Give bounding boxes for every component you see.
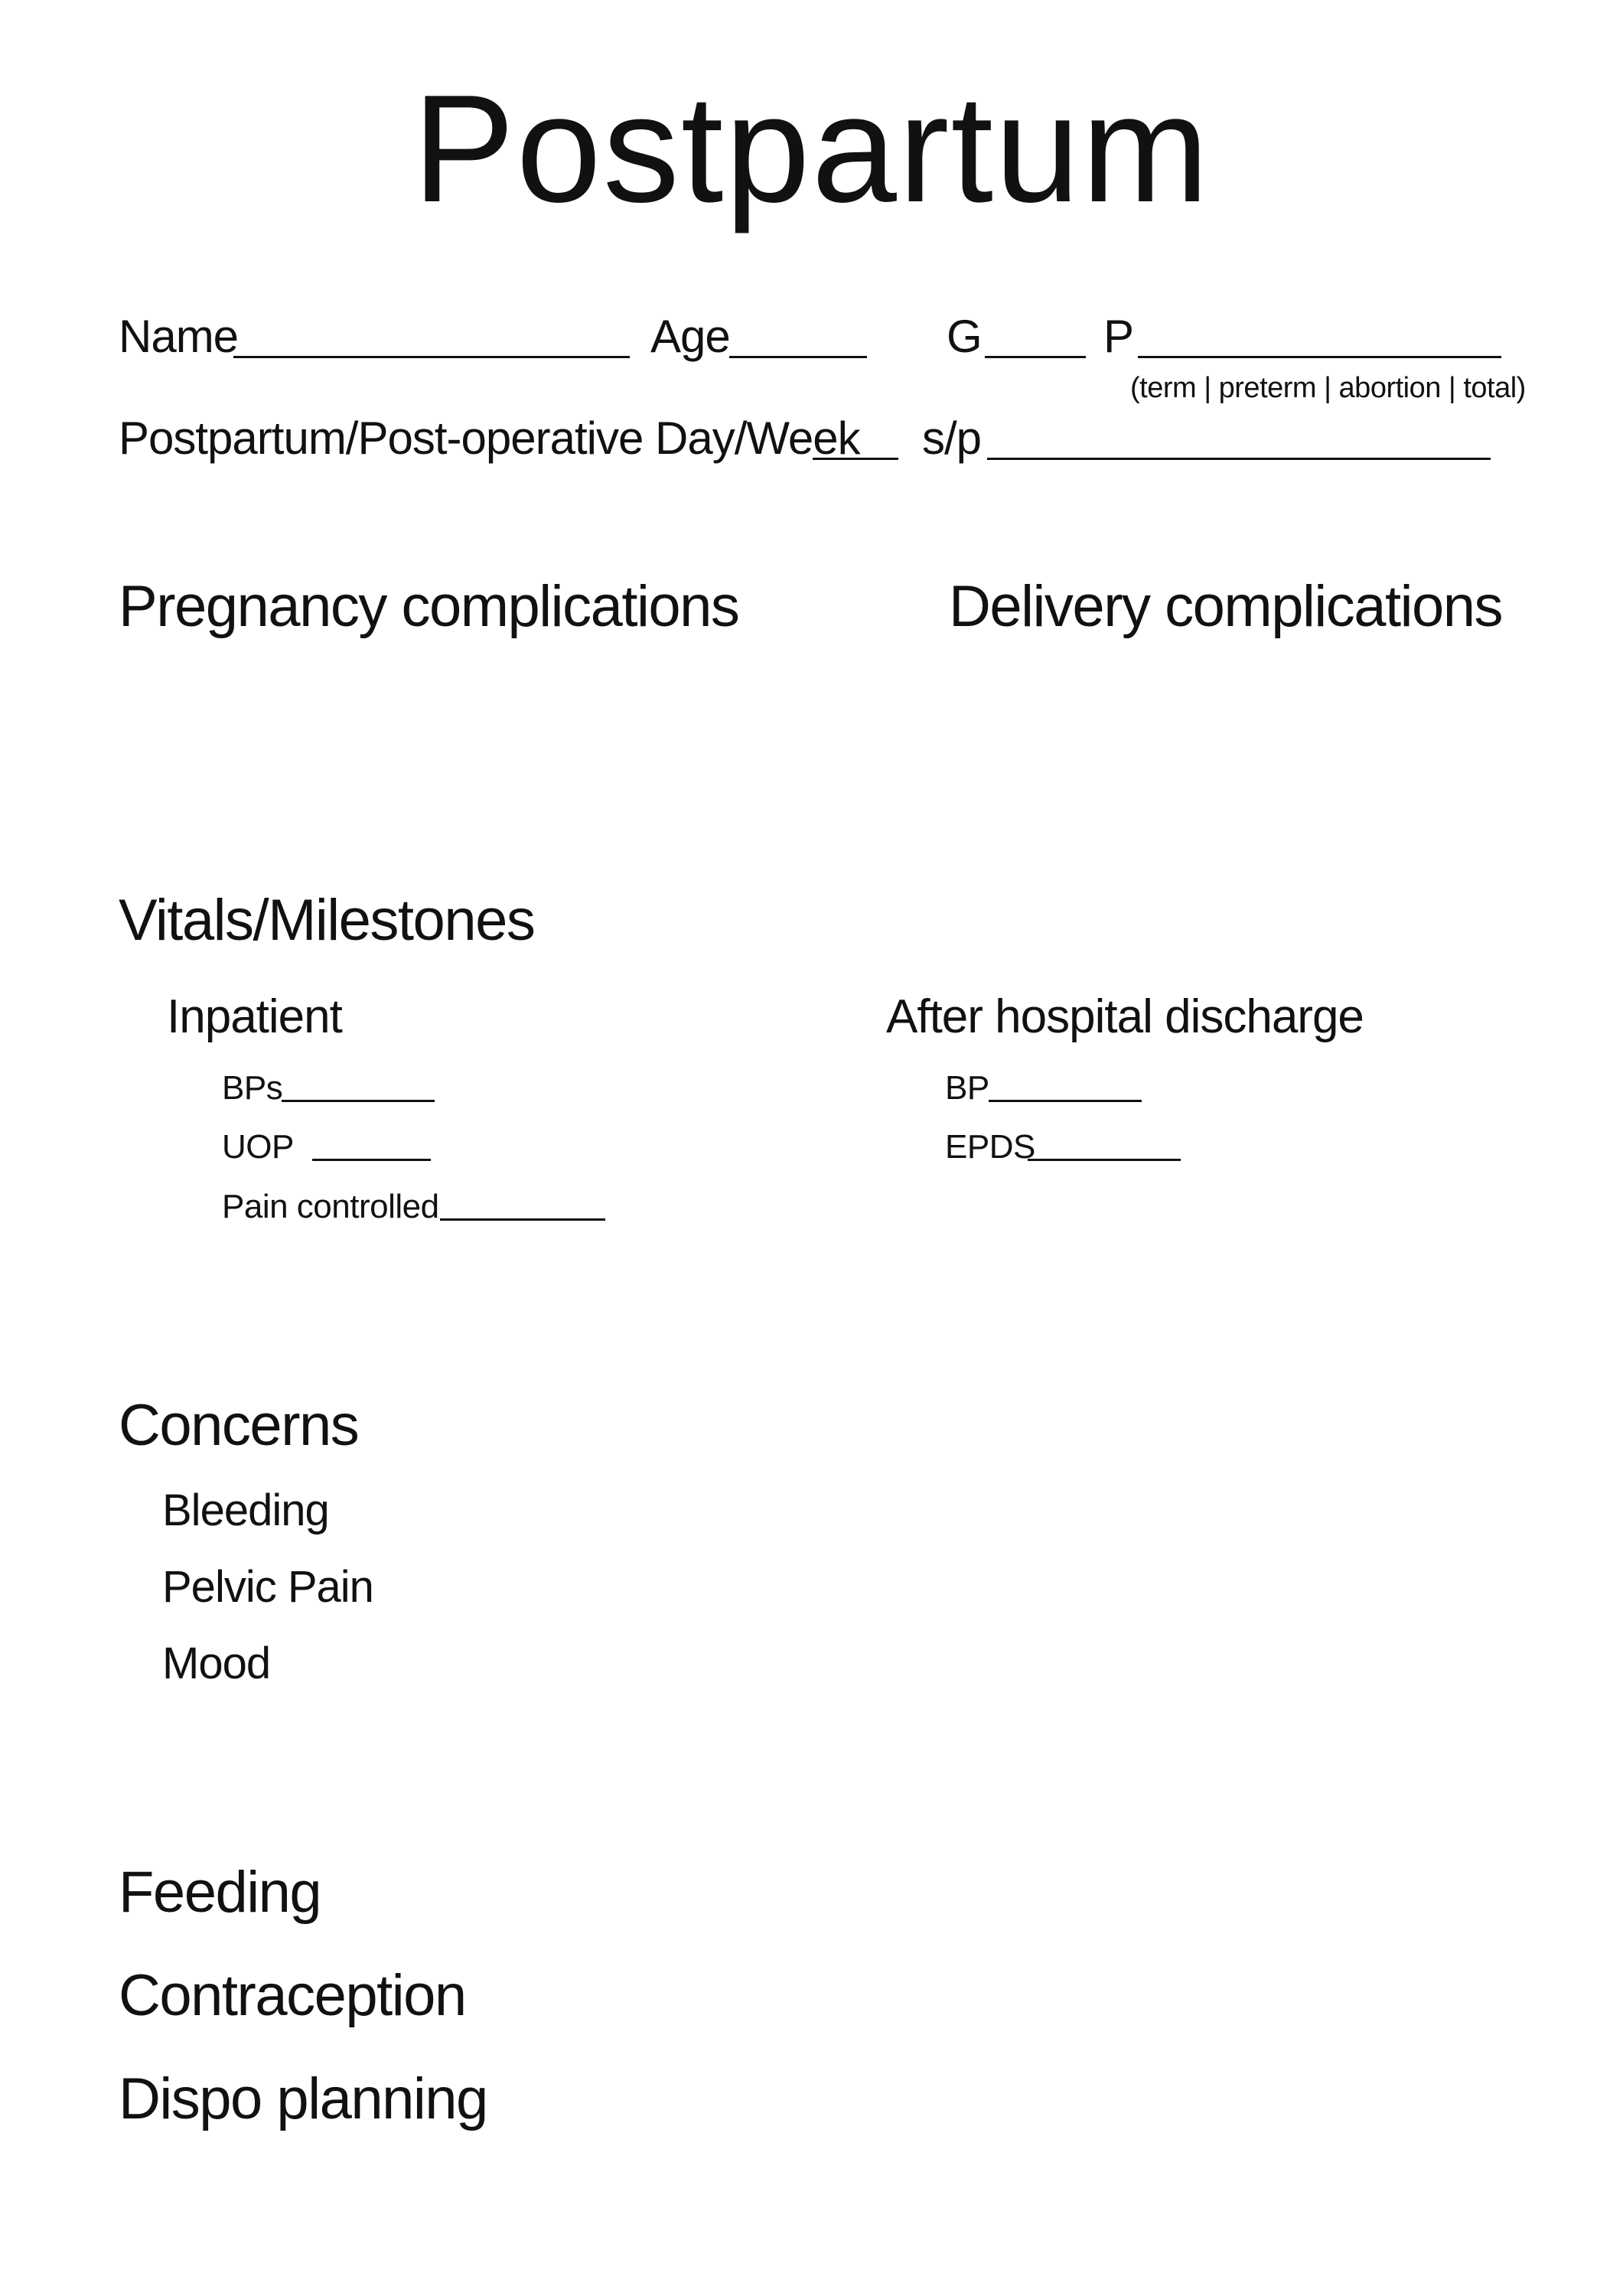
concern-bleeding: Bleeding — [162, 1486, 329, 1535]
para-label: P — [1103, 311, 1134, 362]
status-post-field[interactable] — [987, 458, 1491, 460]
dispo-planning-heading: Dispo planning — [119, 2066, 487, 2131]
concern-pelvic-pain: Pelvic Pain — [162, 1562, 373, 1612]
bp-field[interactable] — [989, 1100, 1142, 1102]
age-label: Age — [650, 311, 730, 362]
concern-mood: Mood — [162, 1639, 271, 1688]
inpatient-heading: Inpatient — [167, 990, 342, 1043]
after-discharge-heading: After hospital discharge — [886, 990, 1364, 1043]
bps-label: BPs — [222, 1069, 283, 1107]
pain-controlled-label: Pain controlled — [222, 1188, 439, 1225]
bp-label: BP — [945, 1069, 989, 1107]
day-week-label: Postpartum/Post-operative Day/Week — [119, 413, 860, 464]
name-field[interactable] — [233, 356, 630, 358]
para-field[interactable] — [1138, 356, 1501, 358]
contraception-heading: Contraception — [119, 1963, 466, 2028]
concerns-heading: Concerns — [119, 1393, 359, 1458]
vitals-heading: Vitals/Milestones — [119, 888, 535, 953]
uop-field[interactable] — [312, 1159, 431, 1161]
bps-field[interactable] — [282, 1100, 435, 1102]
page-title: Postpartum — [412, 64, 1211, 234]
pregnancy-complications-heading: Pregnancy complications — [119, 574, 739, 639]
epds-label: EPDS — [945, 1128, 1035, 1166]
feeding-heading: Feeding — [119, 1860, 321, 1925]
name-label: Name — [119, 311, 239, 362]
gravida-field[interactable] — [985, 356, 1086, 358]
epds-field[interactable] — [1028, 1159, 1181, 1161]
age-field[interactable] — [729, 356, 867, 358]
para-hint: (term | preterm | abortion | total) — [1130, 372, 1526, 404]
delivery-complications-heading: Delivery complications — [949, 574, 1503, 639]
pain-controlled-field[interactable] — [440, 1218, 605, 1221]
uop-label: UOP — [222, 1128, 294, 1166]
gravida-label: G — [947, 311, 982, 362]
status-post-label: s/p — [922, 413, 982, 464]
day-week-field[interactable] — [813, 458, 898, 460]
